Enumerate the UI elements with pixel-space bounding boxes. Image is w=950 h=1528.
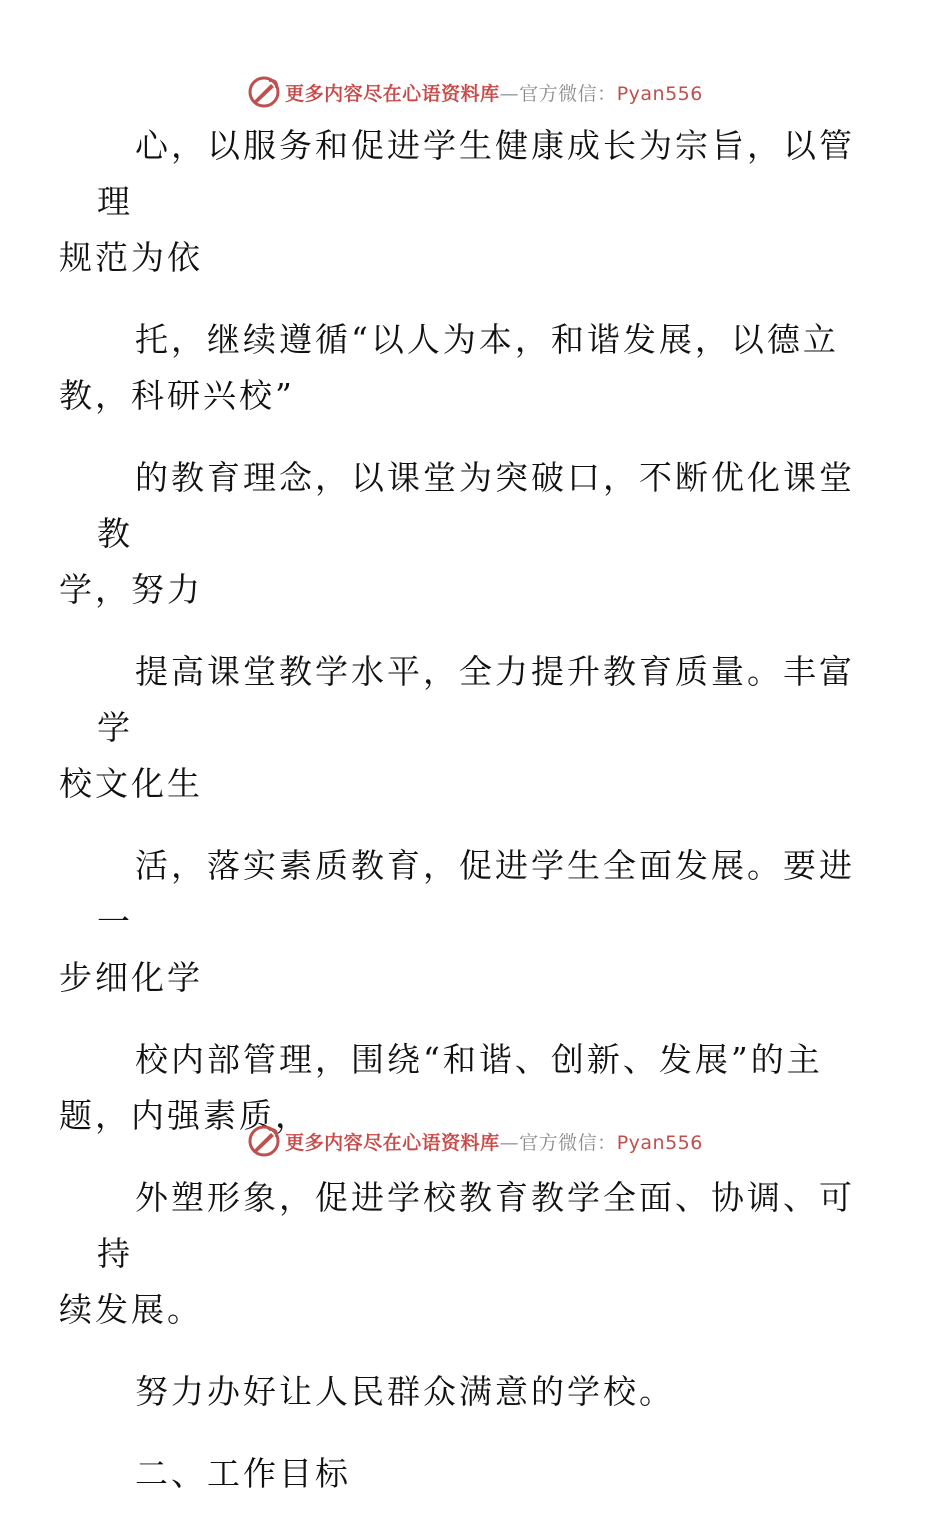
watermark-text bbox=[285, 1128, 703, 1155]
watermark-handle: Pyan556 bbox=[616, 1131, 703, 1154]
quill-logo-icon bbox=[247, 1124, 281, 1158]
paragraph-7 bbox=[59, 1170, 857, 1338]
watermark-contact-label: 官方微信： bbox=[519, 82, 617, 105]
paragraph-line-continued: 续发展。 bbox=[59, 1290, 203, 1329]
paragraph-line: 心，以服务和促进学生健康成长为宗旨，以管理 bbox=[97, 126, 855, 221]
watermark-handle: Pyan556 bbox=[616, 82, 703, 105]
quill-logo-icon bbox=[247, 75, 281, 109]
document-body bbox=[59, 118, 857, 1528]
watermark-separator: — bbox=[499, 1131, 520, 1154]
paragraph-line: 校内部管理，围绕“和谐、创新、发展”的主 bbox=[135, 1040, 823, 1079]
paragraph-line-continued: 规范为依 bbox=[59, 238, 203, 277]
paragraph-line-continued: 步细化学 bbox=[59, 958, 203, 997]
paragraph-line-continued: 题，内强素质， bbox=[59, 1096, 311, 1135]
watermark-brand: 更多内容尽在心语资料库 bbox=[285, 1131, 500, 1154]
paragraph-line: 提高课堂教学水平，全力提升教育质量。丰富学 bbox=[97, 652, 855, 747]
footer-watermark bbox=[0, 1121, 950, 1161]
paragraph-line: 外塑形象，促进学校教育教学全面、协调、可持 bbox=[97, 1178, 855, 1273]
watermark-text bbox=[285, 79, 703, 106]
watermark-contact-label: 官方微信： bbox=[519, 1131, 617, 1154]
paragraph-2 bbox=[59, 312, 857, 424]
paragraph-4 bbox=[59, 644, 857, 812]
paragraph-line: 托，继续遵循“以人为本，和谐发展，以德立 bbox=[135, 320, 839, 359]
paragraph-line: 的教育理念，以课堂为突破口，不断优化课堂教 bbox=[97, 458, 855, 553]
section-heading-text: 二、工作目标 bbox=[135, 1454, 351, 1493]
watermark-separator: — bbox=[499, 82, 520, 105]
paragraph-line: 努力办好让人民群众满意的学校。 bbox=[135, 1372, 675, 1411]
paragraph-1 bbox=[59, 118, 857, 286]
paragraph-line-continued: 校文化生 bbox=[59, 764, 203, 803]
paragraph-3 bbox=[59, 450, 857, 618]
paragraph-5 bbox=[59, 838, 857, 1006]
section-heading bbox=[97, 1446, 857, 1502]
watermark-brand: 更多内容尽在心语资料库 bbox=[285, 82, 500, 105]
paragraph-8 bbox=[97, 1364, 857, 1420]
header-watermark bbox=[0, 72, 950, 112]
paragraph-line: 活，落实素质教育，促进学生全面发展。要进一 bbox=[97, 846, 855, 941]
paragraph-line-continued: 学，努力 bbox=[59, 570, 203, 609]
paragraph-line-continued: 教，科研兴校” bbox=[59, 376, 295, 415]
